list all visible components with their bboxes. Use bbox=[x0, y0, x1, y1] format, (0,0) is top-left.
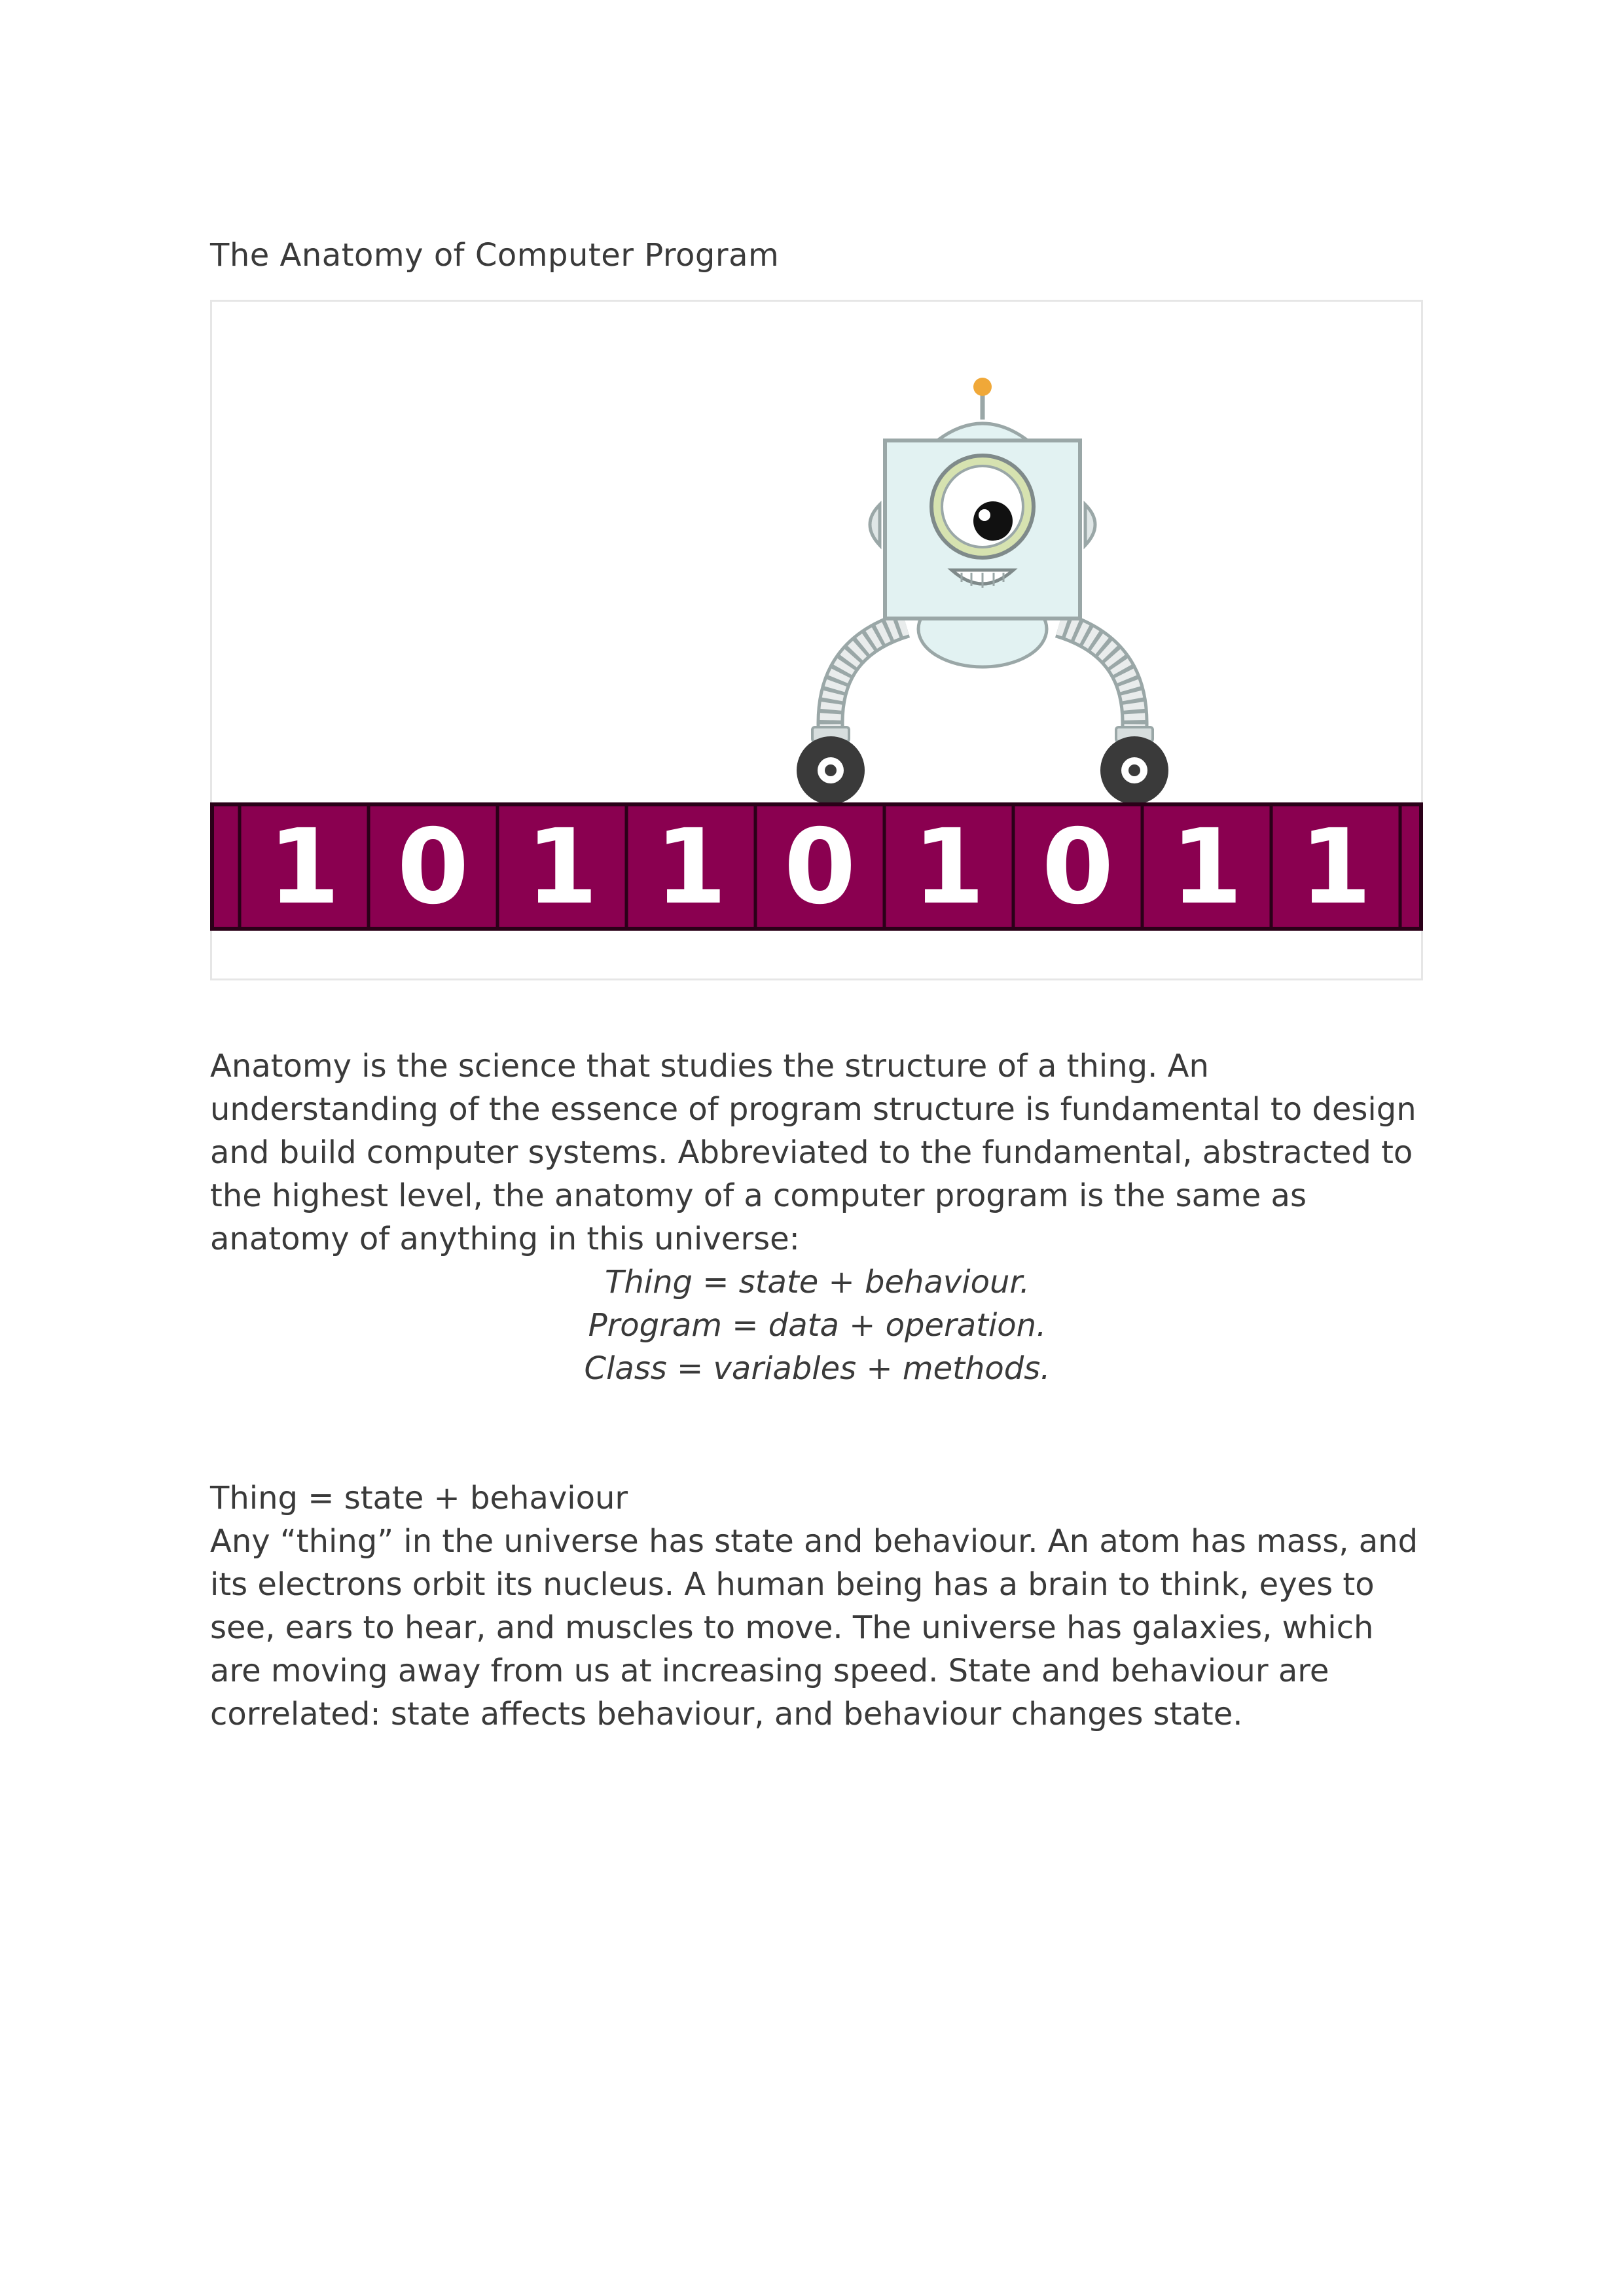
binary-digit: 0 bbox=[784, 807, 856, 927]
formula-block bbox=[210, 1261, 1424, 1390]
binary-digit: 0 bbox=[397, 807, 469, 927]
robot-binary-illustration bbox=[139, 300, 1423, 980]
binary-digit: 1 bbox=[139, 807, 211, 927]
intro-paragraph: Anatomy is the science that studies the structure of a thing. An understanding of the essence of program structure is fundamental to design and build computer systems. Abbreviated to the fundamental, abstracted to the highest level, the anatomy of a computer program is the same as anatomy of anything in this universe: bbox=[210, 1048, 1416, 1257]
robot-icon bbox=[797, 378, 1168, 804]
binary-digit: 1 bbox=[1299, 807, 1372, 927]
formula-program: Program = data + operation. bbox=[588, 1307, 1047, 1344]
binary-tape bbox=[139, 804, 1421, 929]
binary-digit: 1 bbox=[1170, 807, 1243, 927]
binary-digit: 1 bbox=[268, 807, 340, 927]
binary-digit: 1 bbox=[912, 807, 985, 927]
binary-digit: 1 bbox=[655, 807, 727, 927]
binary-digit: 0 bbox=[1041, 807, 1114, 927]
formula-class: Class = variables + methods. bbox=[584, 1350, 1051, 1387]
state-behaviour-paragraph: Any “thing” in the universe has state and behaviour. An atom has mass, and its electrons orbit its nucleus. A human being has a brain to think, eyes to see, ears to hear, and muscles to move. The universe has galaxies, which are moving away from us at increasing speed. State and behaviour are correlated: state affects behaviour, and behaviour changes state. bbox=[210, 1523, 1418, 1732]
formula-thing: Thing = state + behaviour. bbox=[605, 1264, 1030, 1300]
document-title: The Anatomy of Computer Program bbox=[210, 237, 780, 274]
binary-digit: 1 bbox=[526, 807, 598, 927]
section-heading: Thing = state + behaviour bbox=[210, 1480, 628, 1516]
